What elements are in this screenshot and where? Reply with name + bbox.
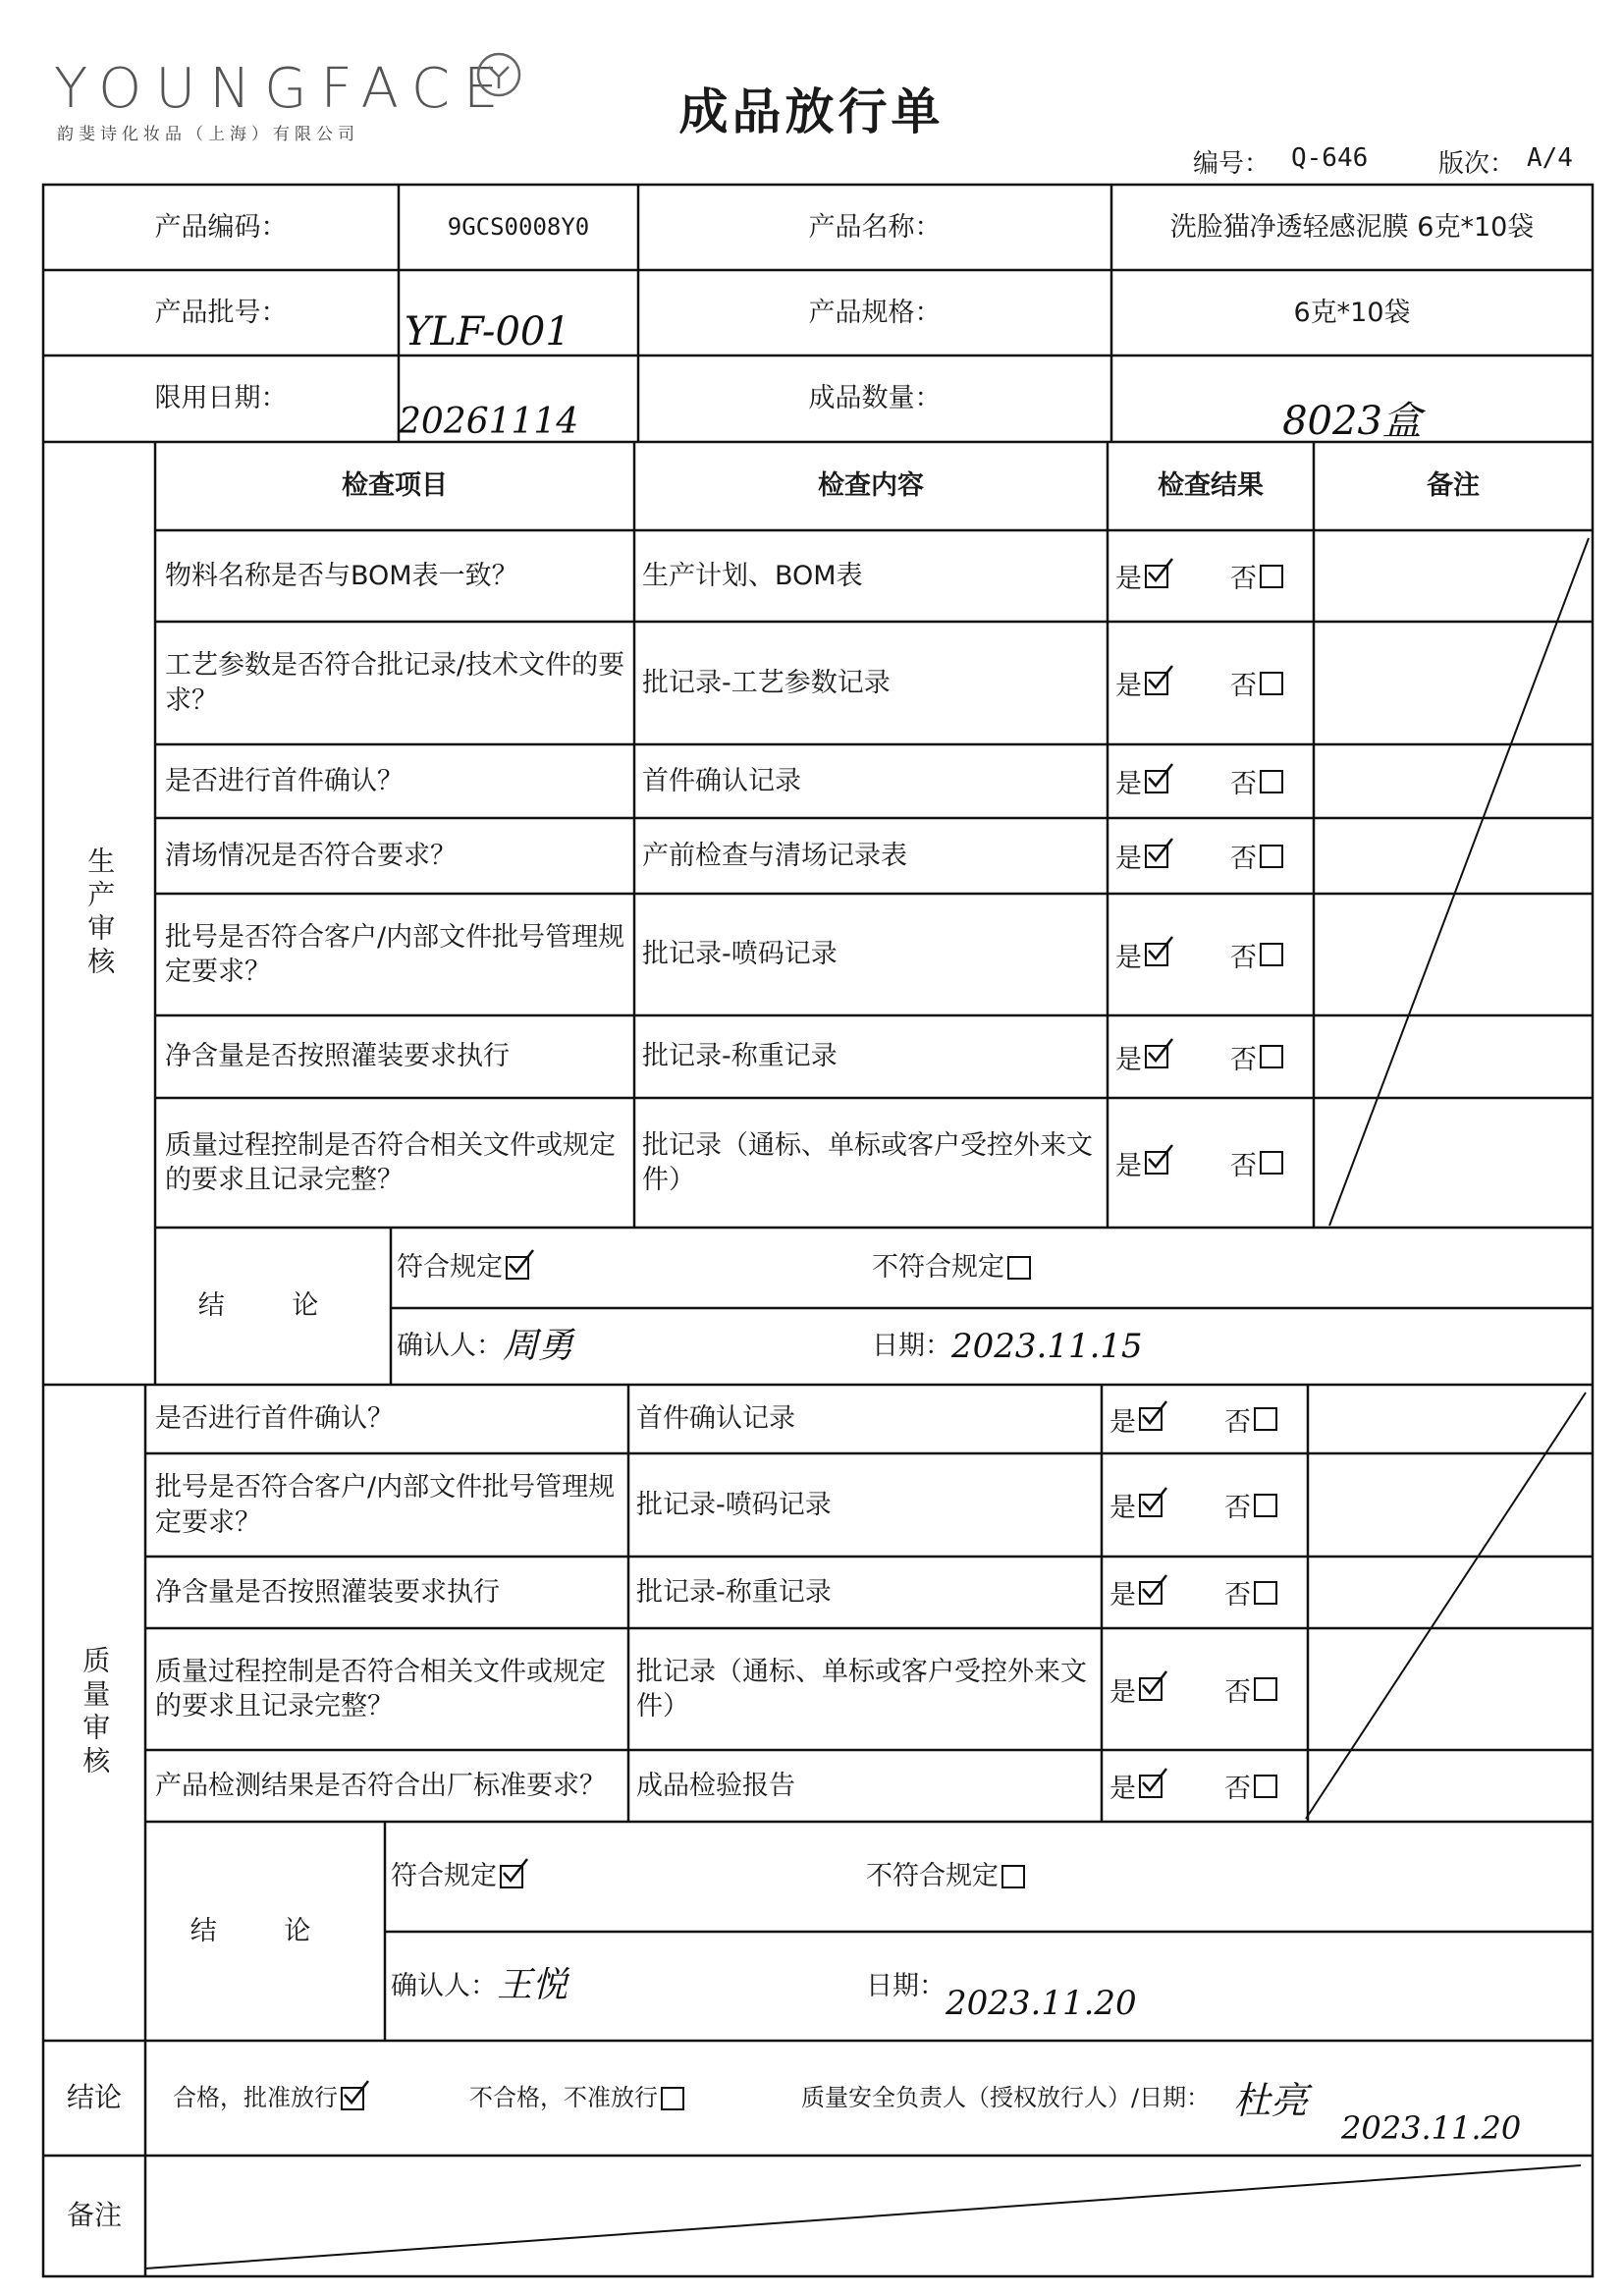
quality-content-4: 批记录（通标、单标或客户受控外来文件） [636,1656,1087,1722]
date-label: 日期： [866,1970,946,2001]
production-item-3: 是否进行首件确认？ [165,765,404,796]
yes-label: 是 [1115,564,1142,594]
yes-label: 是 [1115,1044,1142,1075]
no-label: 否 [1224,1774,1251,1804]
reject-text: 不合格，不准放行 [469,2083,658,2111]
production-content-1: 生产计划、BOM表 [642,560,863,591]
col-item-header: 检查项目 [342,470,448,502]
no-checkbox[interactable] [1260,1151,1283,1175]
production-item-2: 工艺参数是否符合批记录/技术文件的要求？ [165,650,625,716]
no-label: 否 [1230,1150,1257,1181]
no-label: 否 [1224,1493,1251,1523]
batch-number: YLF-001 [405,308,570,355]
quality-content-5: 成品检验报告 [636,1770,795,1801]
final-date: 2023.11.20 [1341,2108,1522,2147]
confirmer-label: 确认人： [397,1331,503,1362]
product-qty: 8023盒 [1282,399,1422,444]
no-checkbox[interactable] [1254,1494,1277,1517]
conform-checkbox[interactable] [506,1256,529,1280]
no-checkbox[interactable] [1260,1045,1283,1068]
production-no-7[interactable] [1230,1098,1283,1228]
quality-date-value: 2023.11.20 [946,1984,1137,2024]
yes-label: 是 [1115,769,1142,799]
production-no-3[interactable] [1230,744,1283,818]
quality-no-5[interactable] [1224,1750,1277,1822]
quality-item-1: 是否进行首件确认？ [155,1403,394,1435]
no-label: 否 [1230,671,1257,701]
yes-label: 是 [1115,844,1142,874]
production-content-7: 批记录（通标、单标或客户受控外来文件） [642,1129,1093,1195]
batch-label: 产品批号： [154,297,288,328]
no-checkbox[interactable] [1260,845,1283,868]
qty-label: 成品数量： [808,383,942,414]
yes-checkbox[interactable] [1139,1581,1163,1605]
production-no-5[interactable] [1230,894,1283,1015]
product-name: 洗脸猫净透轻感泥膜 6克*10袋 [1169,211,1535,243]
yes-checkbox[interactable] [1145,943,1168,966]
production-no-4[interactable] [1230,818,1283,894]
no-label: 否 [1230,769,1257,799]
production-date [866,1308,1461,1385]
quality-item-5: 产品检测结果是否符合出厂标准要求？ [155,1770,606,1801]
quality-content-1: 首件确认记录 [636,1403,795,1435]
no-checkbox[interactable] [1260,565,1283,588]
production-content-5: 批记录-喷码记录 [642,939,838,970]
production-content-2: 批记录-工艺参数记录 [642,667,891,698]
nonconform-checkbox[interactable] [1001,1865,1025,1888]
quality-yes-2[interactable] [1109,1453,1163,1557]
yes-checkbox[interactable] [1145,1045,1168,1068]
quality-no-1[interactable] [1224,1385,1277,1453]
quality-content-2: 批记录-喷码记录 [636,1489,832,1520]
page-title: 成品放行单 [678,82,945,140]
product-code-label: 产品编码： [154,211,288,243]
production-yes-7[interactable] [1115,1098,1168,1228]
col-result-header: 检查结果 [1158,470,1264,502]
expiry-date: 20261114 [399,401,579,442]
production-item-1: 物料名称是否与BOM表一致？ [165,560,518,591]
quality-content-3: 批记录-称重记录 [636,1576,832,1608]
yes-checkbox[interactable] [1139,1494,1163,1517]
yes-checkbox[interactable] [1139,1775,1163,1798]
quality-yes-1[interactable] [1109,1385,1163,1453]
quality-confirmer [385,1932,862,2041]
production-section-label: 生产审核 [83,847,117,980]
final-conclusion-label: 结论 [66,2081,122,2114]
production-yes-1[interactable] [1115,530,1168,622]
production-yes-4[interactable] [1115,818,1168,894]
quality-section-label: 质量审核 [79,1646,112,1779]
product-spec: 6克*10袋 [1293,297,1411,328]
production-yes-5[interactable] [1115,894,1168,1015]
production-confirmer-signature: 周勇 [503,1325,574,1366]
yes-label: 是 [1115,1150,1142,1181]
yes-label: 是 [1109,1493,1136,1523]
quality-nonconform [860,1822,1357,1932]
yes-label: 是 [1109,1406,1136,1438]
conform-checkbox[interactable] [500,1865,523,1888]
no-checkbox[interactable] [1254,1407,1277,1431]
quality-no-3[interactable] [1224,1557,1277,1628]
no-checkbox[interactable] [1254,1775,1277,1798]
no-label: 否 [1230,564,1257,594]
yes-checkbox[interactable] [1139,1677,1163,1701]
quality-item-4: 质量过程控制是否符合相关文件或规定的要求且记录完整？ [155,1656,606,1722]
final-reject [463,2041,764,2156]
conform-text: 符合规定 [397,1252,503,1284]
company-name: 韵斐诗化妆品（上海）有限公司 [57,125,359,144]
production-yes-3[interactable] [1115,744,1168,818]
yes-checkbox[interactable] [1145,1151,1168,1175]
no-checkbox[interactable] [1260,943,1283,966]
col-remark-header: 备注 [1427,470,1480,502]
yes-checkbox[interactable] [1145,845,1168,868]
quality-conform [385,1822,882,1932]
yes-checkbox[interactable] [1145,770,1168,793]
yes-checkbox[interactable] [1145,565,1168,588]
col-content-header: 检查内容 [818,470,924,502]
production-conform [391,1228,888,1308]
production-yes-6[interactable] [1115,1015,1168,1098]
yes-checkbox[interactable] [1139,1407,1163,1431]
date-label: 日期： [872,1331,951,1362]
remark-label: 备注 [66,2199,122,2232]
approve-checkbox[interactable] [341,2087,364,2110]
production-item-7: 质量过程控制是否符合相关文件或规定的要求且记录完整？ [165,1129,616,1195]
quality-conclusion-label: 结 论 [189,1915,341,1946]
approve-text: 合格，批准放行 [173,2083,338,2111]
yes-checkbox[interactable] [1145,672,1168,695]
no-checkbox[interactable] [1254,1677,1277,1701]
nonconform-text: 不符合规定 [872,1252,1004,1284]
quality-item-3: 净含量是否按照灌装要求执行 [155,1576,500,1608]
production-no-6[interactable] [1230,1015,1283,1098]
yes-label: 是 [1115,942,1142,973]
production-item-4: 清场情况是否符合要求？ [165,840,457,871]
production-conclusion-label: 结 论 [197,1290,349,1322]
conform-text: 符合规定 [391,1861,497,1892]
production-content-3: 首件确认记录 [642,765,801,796]
quality-yes-3[interactable] [1109,1557,1163,1628]
production-no-1[interactable] [1230,530,1283,622]
nonconform-checkbox[interactable] [1007,1256,1031,1280]
brand-logo: YOUNGFACE [54,57,513,121]
spec-label: 产品规格： [808,297,942,328]
nonconform-text: 不符合规定 [866,1861,999,1892]
quality-item-2: 批号是否符合客户/内部文件批号管理规定要求？ [155,1472,616,1538]
yes-label: 是 [1109,1774,1136,1804]
doc-no-label: 编号： [1193,149,1271,179]
quality-no-4[interactable] [1224,1628,1277,1750]
product-name-label: 产品名称： [808,211,942,243]
production-date-value: 2023.11.15 [951,1326,1143,1366]
final-approve [167,2041,467,2156]
yes-label: 是 [1109,1676,1136,1708]
no-label: 否 [1224,1406,1251,1438]
version: A/4 [1527,143,1573,173]
production-content-4: 产前检查与清场记录表 [642,840,907,871]
quality-no-2[interactable] [1224,1453,1277,1557]
final-signer-label: 质量安全负责人（授权放行人）/日期： [801,2083,1211,2111]
no-checkbox[interactable] [1260,672,1283,695]
no-label: 否 [1230,942,1257,973]
no-label: 否 [1224,1676,1251,1708]
no-label: 否 [1230,844,1257,874]
production-item-6: 净含量是否按照灌装要求执行 [165,1041,510,1072]
doc-no: Q-646 [1291,143,1369,173]
quality-confirmer-signature: 王悦 [497,1965,568,2006]
quality-date [860,1932,1475,2041]
yes-label: 是 [1109,1580,1136,1611]
production-nonconform [866,1228,1363,1308]
production-no-2[interactable] [1230,622,1283,744]
production-content-6: 批记录-称重记录 [642,1041,838,1072]
confirmer-label: 确认人： [391,1970,497,2001]
version-label: 版次： [1438,149,1516,179]
production-item-5: 批号是否符合客户/内部文件批号管理规定要求？ [165,921,625,987]
no-label: 否 [1224,1580,1251,1611]
product-code: 9GCS0008Y0 [447,212,590,241]
no-checkbox[interactable] [1260,770,1283,793]
production-confirmer [391,1308,888,1385]
no-checkbox[interactable] [1254,1581,1277,1605]
no-label: 否 [1230,1044,1257,1075]
quality-yes-5[interactable] [1109,1750,1163,1822]
expiry-label: 限用日期： [154,383,288,414]
production-yes-2[interactable] [1115,622,1168,744]
yes-label: 是 [1115,671,1142,701]
quality-yes-4[interactable] [1109,1628,1163,1750]
final-signer-signature: 杜亮 [1233,2079,1309,2123]
reject-checkbox[interactable] [661,2087,684,2110]
